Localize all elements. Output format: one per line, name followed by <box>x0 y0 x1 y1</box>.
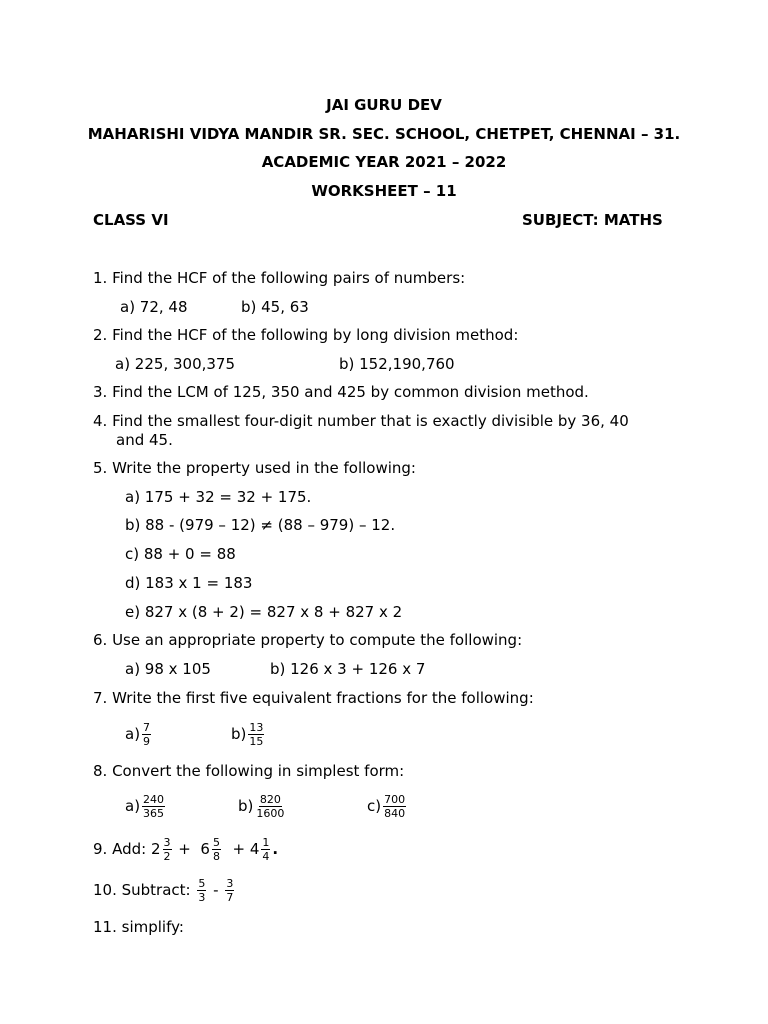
denominator: 7 <box>226 891 234 904</box>
question-1-option-b: b) 45, 63 <box>241 298 309 316</box>
numerator: 700 <box>384 793 406 806</box>
school-name: MAHARISHI VIDYA MANDIR SR. SEC. SCHOOL, CHETPET, CHENNAI – 31. <box>87 125 681 143</box>
question-6-option-a: a) 98 x 105 <box>125 660 211 678</box>
question-7: 7. Write the first five equivalent fractions for the following: <box>93 689 534 707</box>
question-7-option-a <box>125 714 153 754</box>
plus-operator: + <box>178 840 191 858</box>
question-7-option-b <box>231 714 266 754</box>
denominator: 840 <box>384 807 406 820</box>
option-label: a) <box>125 797 141 815</box>
numerator: 240 <box>143 793 165 806</box>
fraction <box>163 836 172 863</box>
whole-part: 4 <box>249 840 260 858</box>
question-3: 3. Find the LCM of 125, 350 and 425 by common division method. <box>93 383 589 401</box>
option-label: c) <box>367 797 382 815</box>
question-2: 2. Find the HCF of the following by long division method: <box>93 326 519 344</box>
question-4-line-1: 4. Find the smallest four-digit number that is exactly divisible by 36, 40 <box>93 412 629 430</box>
question-8-option-c <box>367 786 408 826</box>
option-label: a) <box>125 725 141 743</box>
denominator: 365 <box>143 807 165 820</box>
numerator: 5 <box>212 836 220 849</box>
question-9 <box>93 829 278 869</box>
question-6-option-b: b) 126 x 3 + 126 x 7 <box>270 660 426 678</box>
denominator: 8 <box>212 850 220 863</box>
question-5-option-c: c) 88 + 0 = 88 <box>125 545 236 563</box>
question-11: 11. simplify: <box>93 918 184 936</box>
fraction <box>255 793 285 820</box>
fraction <box>261 836 270 863</box>
numerator: 7 <box>143 721 151 734</box>
denominator: 2 <box>163 850 171 863</box>
question-5-option-d: d) 183 x 1 = 183 <box>125 574 253 592</box>
denominator: 4 <box>262 850 270 863</box>
question-6: 6. Use an appropriate property to compute the following: <box>93 631 523 649</box>
question-10-label: 10. Subtract: <box>93 881 191 899</box>
fraction <box>197 877 206 904</box>
fraction <box>383 793 406 820</box>
question-1: 1. Find the HCF of the following pairs of numbers: <box>93 269 466 287</box>
numerator: 3 <box>163 836 171 849</box>
fraction <box>248 721 264 748</box>
denominator: 3 <box>198 891 206 904</box>
question-5: 5. Write the property used in the following: <box>93 459 416 477</box>
period: . <box>272 840 279 858</box>
fraction <box>225 877 234 904</box>
question-8-option-a <box>125 786 167 826</box>
mixed-number <box>200 836 223 863</box>
class-label: CLASS VI <box>93 211 169 229</box>
header-line-1: JAI GURU DEV <box>326 96 442 114</box>
numerator: 13 <box>249 721 264 734</box>
question-9-label: 9. Add: <box>93 840 147 858</box>
numerator: 820 <box>259 793 281 806</box>
denominator: 15 <box>249 735 264 748</box>
fraction <box>142 721 151 748</box>
worksheet-title: WORKSHEET – 11 <box>311 182 457 200</box>
minus-operator: - <box>213 881 219 899</box>
whole-part: 6 <box>200 840 210 858</box>
subject-label: SUBJECT: MATHS <box>522 211 663 229</box>
question-10 <box>93 870 236 910</box>
whole-part: 2 <box>150 840 161 858</box>
numerator: 1 <box>262 836 270 849</box>
plus-operator: + <box>232 840 246 858</box>
fraction <box>142 793 165 820</box>
mixed-number <box>249 836 273 863</box>
academic-year: ACADEMIC YEAR 2021 – 2022 <box>261 153 507 171</box>
denominator: 1600 <box>256 807 285 820</box>
question-1-option-a: a) 72, 48 <box>120 298 188 316</box>
question-5-option-b: b) 88 - (979 – 12) ≠ (88 – 979) – 12. <box>125 516 396 534</box>
question-5-option-a: a) 175 + 32 = 32 + 175. <box>125 488 312 506</box>
question-5-option-e: e) 827 x (8 + 2) = 827 x 8 + 827 x 2 <box>125 603 403 621</box>
question-8: 8. Convert the following in simplest form: <box>93 762 405 780</box>
numerator: 5 <box>198 877 206 890</box>
denominator: 9 <box>143 735 151 748</box>
question-8-option-b <box>238 786 287 826</box>
option-label: b) <box>238 797 254 815</box>
question-4-line-2: and 45. <box>116 431 173 449</box>
fraction <box>212 836 221 863</box>
numerator: 3 <box>226 877 234 890</box>
mixed-number <box>150 836 174 863</box>
option-label: b) <box>231 725 247 743</box>
question-2-option-b: b) 152,190,760 <box>339 355 455 373</box>
question-2-option-a: a) 225, 300,375 <box>115 355 236 373</box>
